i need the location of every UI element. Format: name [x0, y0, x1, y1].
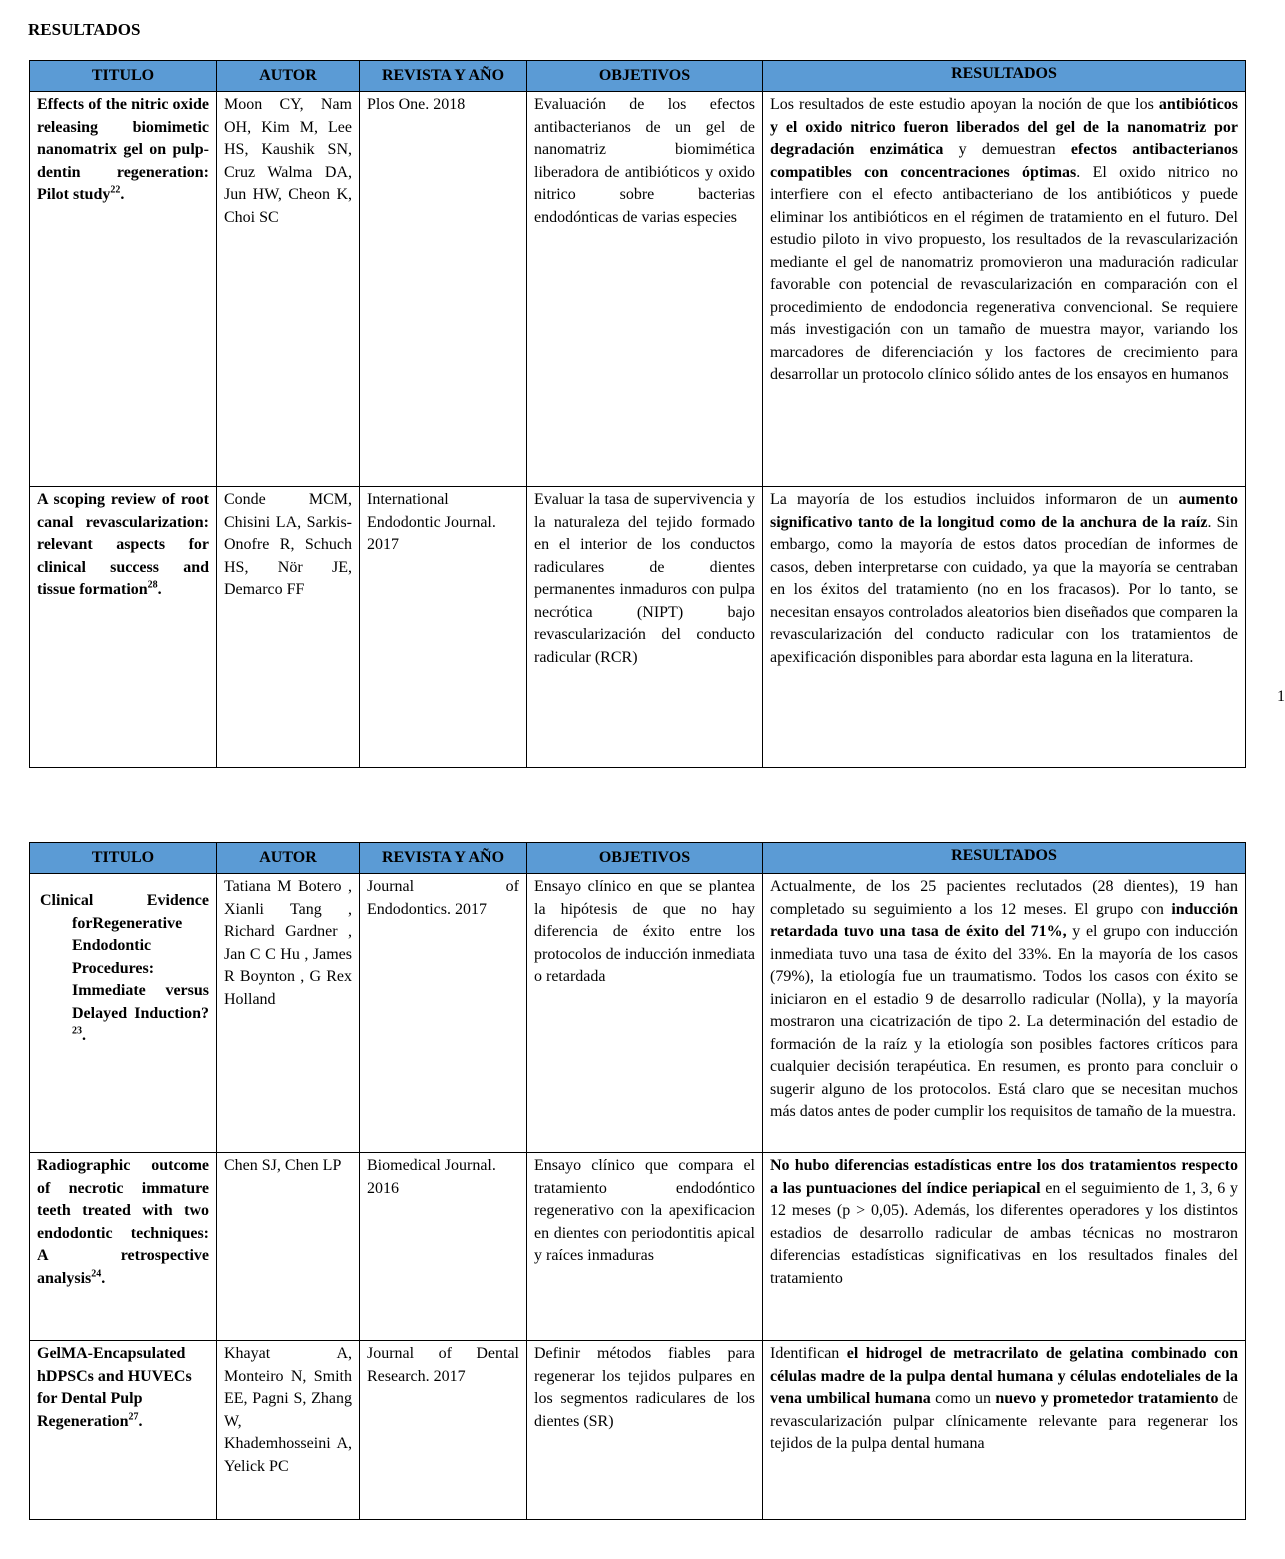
header-autor: AUTOR: [217, 61, 360, 92]
study-result: [763, 487, 1246, 768]
result-highlight: el hidrogel de metracrilato de gelatina combinado con células madre de la pulpa dental humana y células endoteliales de la vena umbilical humana: [770, 1345, 1239, 1407]
study-title: A scoping review of root canal revascularization: relevant aspects for clinical success and tissue formation$^{28}$.: [30, 487, 217, 768]
header-revista: REVISTA Y AÑO: [360, 61, 527, 92]
study-title: Clinical Evidence forRegenerative Endodontic Procedures: Immediate versus Delayed Induction?$^{23}$.: [30, 874, 217, 1153]
study-author: Chen SJ, Chen LP: [217, 1153, 360, 1341]
header-revista: REVISTA Y AÑO: [360, 843, 527, 874]
study-author: Conde MCM, Chisini LA, Sarkis-Onofre R, Schuch HS, Nör JE, Demarco FF: [217, 487, 360, 768]
study-author: Khayat A, Monteiro N, Smith EE, Pagni S, Zhang W, Khademhosseini A, Yelick PC: [217, 1341, 360, 1520]
header-titulo: TITULO: [30, 843, 217, 874]
result-text: La mayoría de los estudios incluidos informaron de un: [770, 491, 1179, 508]
header-resultados: RESULTADOS: [763, 61, 1246, 92]
reference-number: 22: [110, 184, 121, 196]
reference-number: 23: [72, 1025, 82, 1037]
study-author: Tatiana M Botero , Xianli Tang , Richard Gardner , Jan C C Hu , James R Boynton , G Rex Holland: [217, 874, 360, 1153]
study-title: Effects of the nitric oxide releasing biomimetic nanomatrix gel on pulp-dentin regeneration: Pilot study$^{22}$.: [30, 92, 217, 487]
study-objective: Evaluar la tasa de supervivencia y la naturaleza del tejido formado en el interior de los conductos radiculares de dientes permanentes inmaduros con pulpa necrótica (NIPT) bajo revascularización del conducto radicular (RCR): [527, 487, 763, 768]
study-objective: Definir métodos fiables para regenerar los tejidos pulpares en los segmentos radiculares de los dientes (SR): [527, 1341, 763, 1520]
table-row: [30, 1341, 1246, 1520]
study-result: [763, 874, 1246, 1153]
study-objective: Ensayo clínico en que se plantea la hipótesis de que no hay diferencia de éxito entre los protocolos de inducción inmediata o retardada: [527, 874, 763, 1153]
result-highlight: efectos antibacterianos compatibles con concentraciones óptimas: [770, 141, 1239, 181]
table-header-row: [30, 843, 1246, 874]
study-result: [763, 1153, 1246, 1341]
table-header-row: [30, 61, 1246, 92]
table-row: [30, 874, 1246, 1153]
table-row: [30, 487, 1246, 768]
result-text: . El oxido nitrico no interfiere con el efecto antibacteriano de los antibióticos y puede eliminar los antibióticos en el régimen de tratamiento en el futuro. Del estudio piloto in vivo propuesto, los resultados de la revascularización mediante el gel de nanomatriz promovieron una maduración radicular favorable con potencial de revascularización en comparación con el procedimiento de endodoncia regenerativa convencional. Se requiere más investigación con un tamaño de muestra mayor, variando los marcadores de diferenciación y los factores de crecimiento para desarrollar un protocolo clínico sólido antes de los ensayos en humanos: [770, 163, 1238, 383]
result-highlight: aumento significativo tanto de la longitud como de la anchura de la raíz: [770, 491, 1238, 531]
result-highlight: antibióticos y el oxido nitrico fueron liberados del gel de la nanomatriz por degradación enzimática: [770, 96, 1238, 158]
results-table-2: [29, 842, 1246, 1520]
result-highlight: inducción retardada tuvo una tasa de éxito del 71%,: [770, 900, 1238, 940]
study-journal: Journal of Dental Research. 2017: [360, 1341, 527, 1520]
result-text: como un: [930, 1390, 996, 1407]
results-table-1: [29, 60, 1246, 768]
reference-number: 27: [128, 1411, 139, 1423]
study-objective: Evaluación de los efectos antibacterianos de un gel de nanomatriz biomimética liberadora de antibióticos y oxido nitrico sobre bacterias endodónticas de varias especies: [527, 92, 763, 487]
study-journal: International Endodontic Journal. 2017: [360, 487, 527, 768]
reference-number: 24: [91, 1268, 102, 1280]
study-title: GelMA-Encapsulated hDPSCs and HUVECs for Dental Pulp Regeneration$^{27}$.: [30, 1341, 217, 1520]
header-objetivos: OBJETIVOS: [527, 843, 763, 874]
study-title: Radiographic outcome of necrotic immature teeth treated with two endodontic techniques: A retrospective analysis$^{24}$.: [30, 1153, 217, 1341]
table-row: [30, 1153, 1246, 1341]
section-heading: RESULTADOS: [28, 20, 141, 39]
table-row: [30, 92, 1246, 487]
study-journal: Plos One. 2018: [360, 92, 527, 487]
reference-number: 28: [147, 579, 158, 591]
result-text: de revascularización pulpar clínicamente relevante para regenerar los tejidos de la pulpa dental humana: [770, 1390, 1239, 1452]
result-text: . Sin embargo, como la mayoría de estos datos procedían de informes de casos, deben interpretarse con cuidado, ya que la mayoría se centraban en los éxitos del tratamiento (no en los fracasos). Por lo tanto, se necesitan ensayos controlados aleatorios bien diseñados que comparen la revascularización del conducto radicular con los tratamientos de apexificación disponibles para abordar esta laguna en la literatura.: [770, 513, 1238, 666]
study-author: Moon CY, Nam OH, Kim M, Lee HS, Kaushik SN, Cruz Walma DA, Jun HW, Cheon K, Choi SC: [217, 92, 360, 487]
header-objetivos: OBJETIVOS: [527, 61, 763, 92]
study-result: [763, 1341, 1246, 1520]
result-text: Actualmente, de los 25 pacientes reclutados (28 dientes), 19 han completado su seguimiento a los 12 meses. El grupo con: [770, 878, 1238, 918]
result-text: Identifican: [770, 1345, 847, 1362]
header-titulo: TITULO: [30, 61, 217, 92]
study-objective: Ensayo clínico que compara el tratamiento endodóntico regenerativo con la apexificacion en dientes con periodontitis apical y raíces inmaduras: [527, 1153, 763, 1341]
study-result: [763, 92, 1246, 487]
result-highlight: nuevo y prometedor tratamiento: [995, 1390, 1219, 1407]
header-resultados: RESULTADOS: [763, 843, 1246, 874]
study-journal: Biomedical Journal. 2016: [360, 1153, 527, 1341]
page-number: 1: [1277, 688, 1285, 705]
study-journal: Journal of Endodontics. 2017: [360, 874, 527, 1153]
result-text: y el grupo con inducción inmediata tuvo una tasa de éxito del 33%. En la mayoría de los casos (79%), la etiología fue un traumatismo. Todos los casos con éxito se iniciaron en el estadio 9 de desarrollo radicular (Nolla), y la mayoría mostraron una cicatrización de tipo 2. La determinación del estadio de formación de la raíz y la etiología son posibles factores críticos para cualquier decisión terapéutica. En resumen, es pronto para concluir o sugerir alguno de los protocolos. Está claro que se necesitan muchos más datos antes de poder cumplir los requisitos de tamaño de la muestra.: [770, 923, 1238, 1120]
header-autor: AUTOR: [217, 843, 360, 874]
result-highlight: No hubo diferencias estadísticas entre los dos tratamientos respecto a las puntuaciones del índice periapical: [770, 1157, 1238, 1197]
result-text: y demuestran: [943, 141, 1071, 158]
result-text: en el seguimiento de 1, 3, 6 y 12 meses (p > 0,05). Además, los diferentes operadores y los distintos estadios de desarrollo radicular de ambas técnicas no mostraron diferencias estadísticas significativas en los resultados finales del tratamiento: [770, 1179, 1238, 1287]
result-text: Los resultados de este estudio apoyan la noción de que los: [770, 96, 1159, 113]
